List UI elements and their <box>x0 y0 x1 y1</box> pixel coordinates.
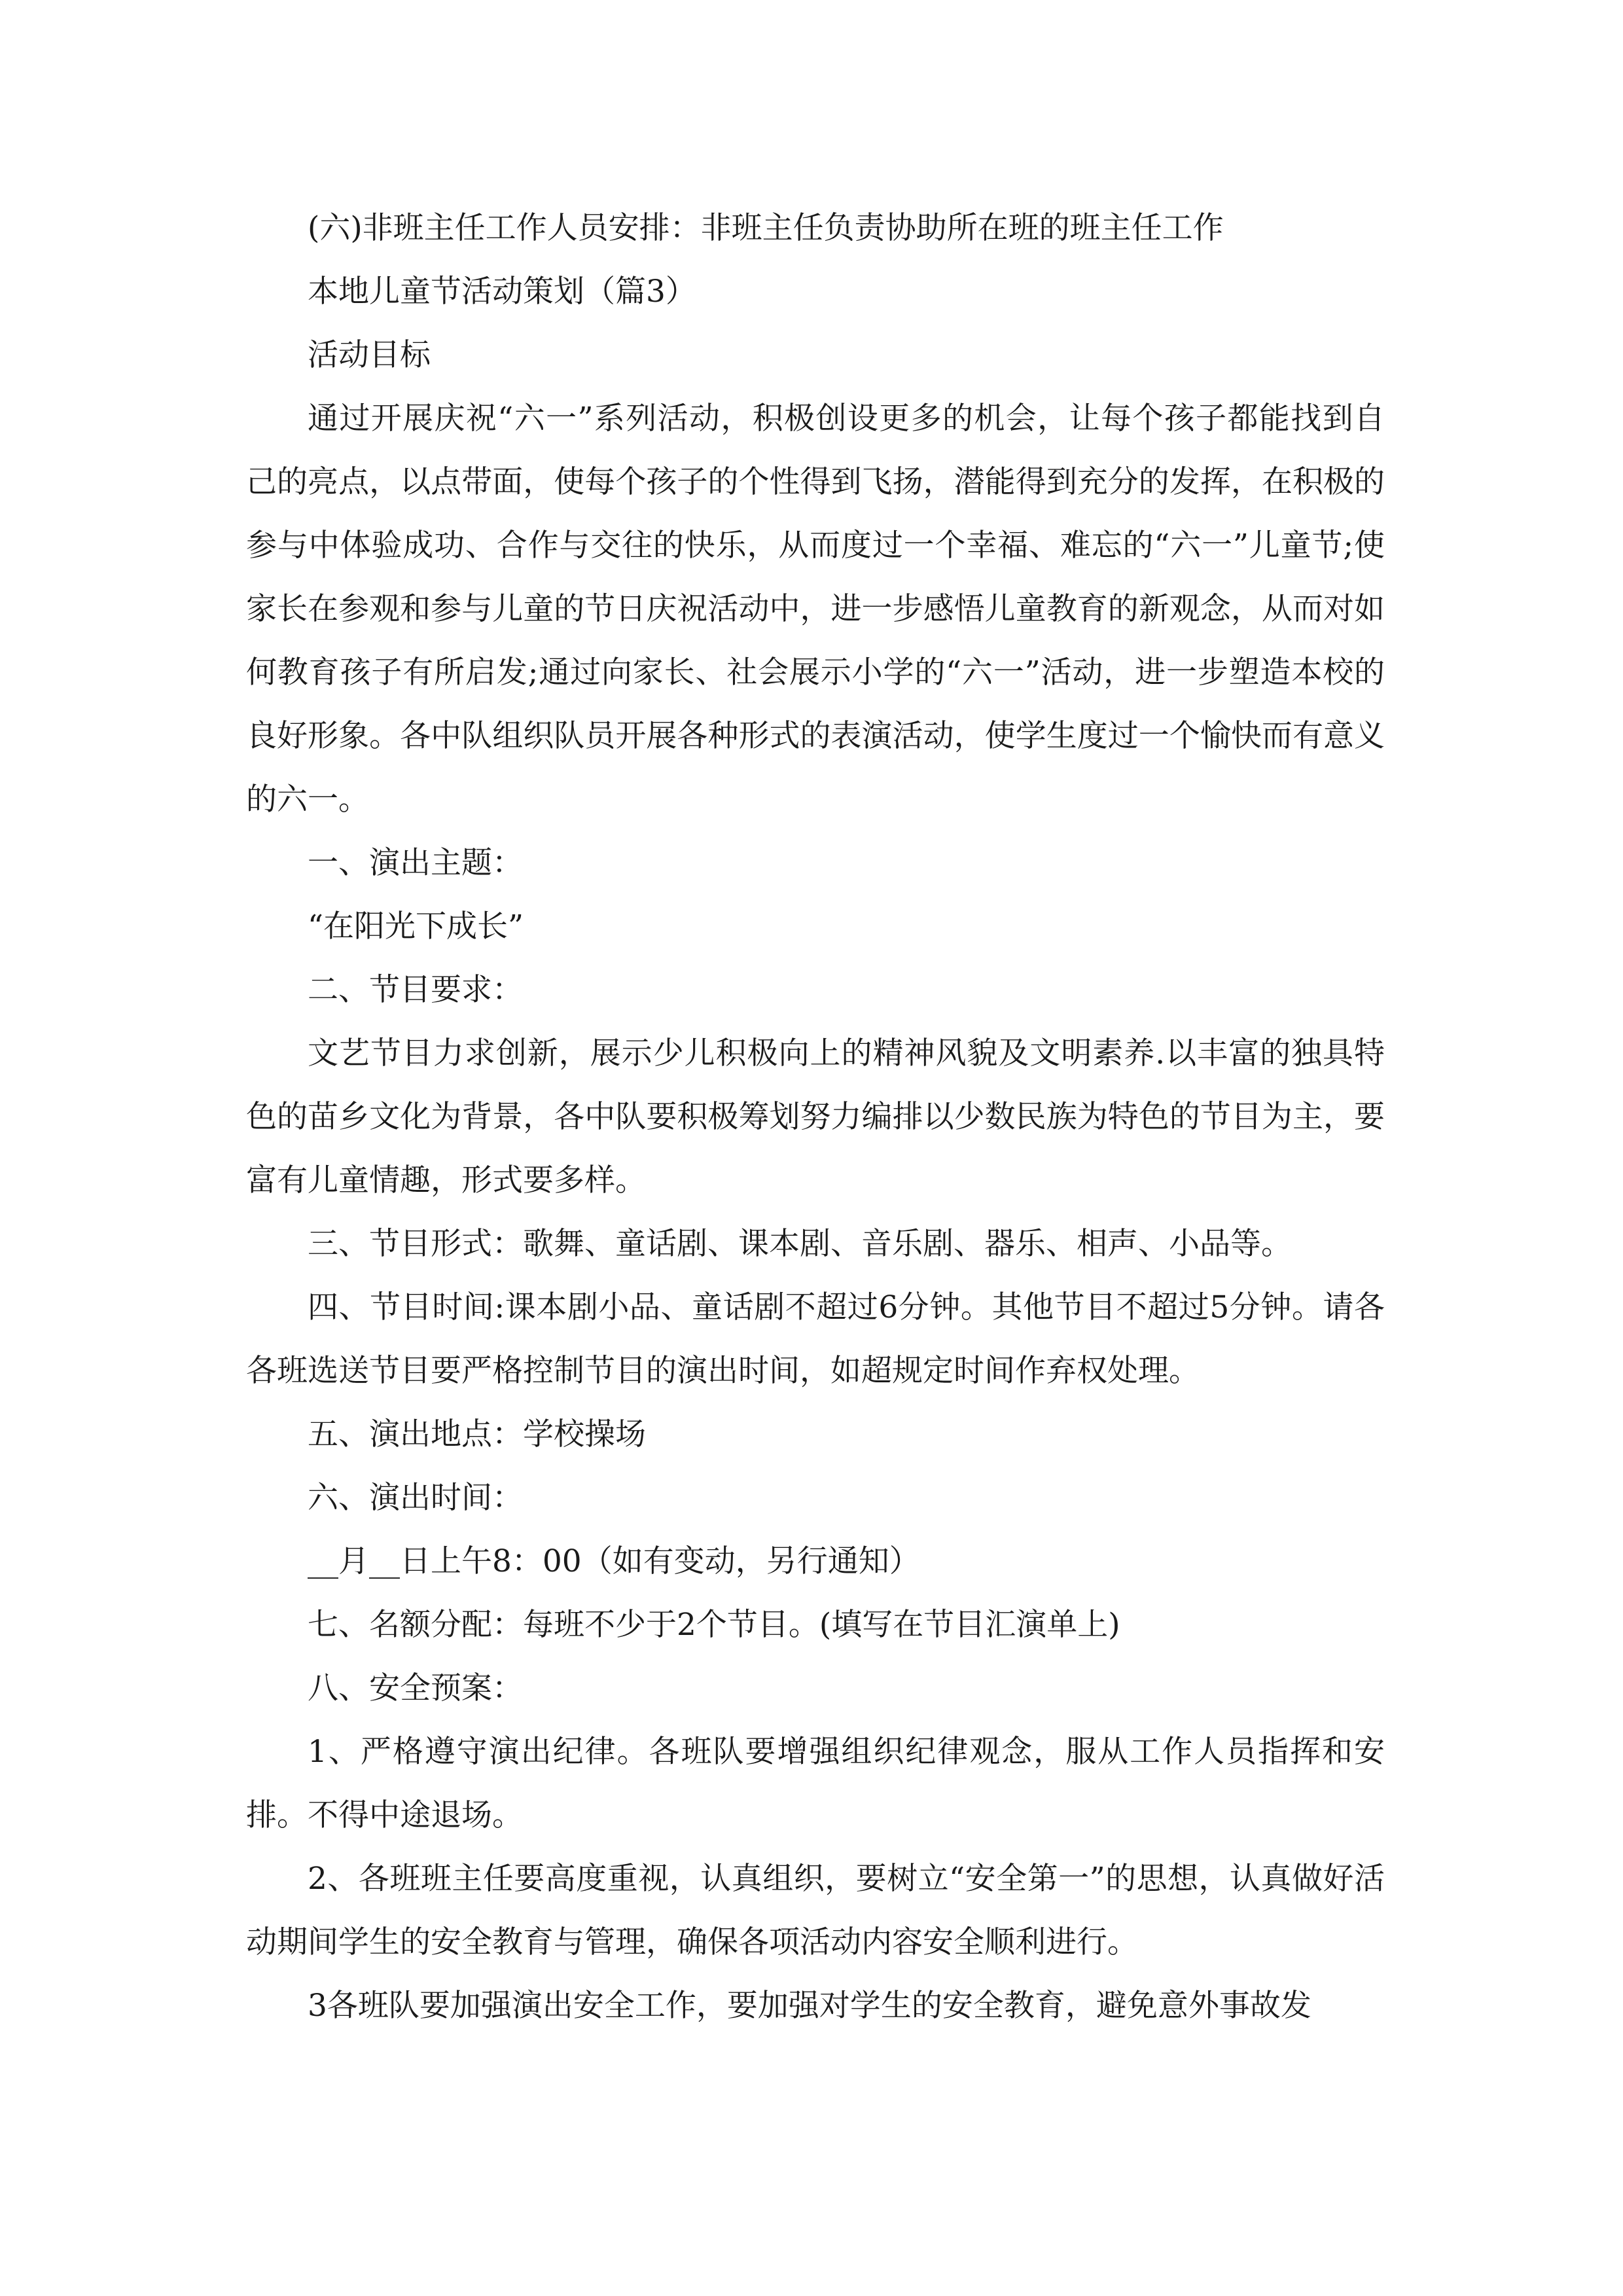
paragraph-theme: “在阳光下成长” <box>308 908 524 944</box>
heading-theme: 一、演出主题： <box>308 845 523 881</box>
paragraph-program-requirements: 文艺节目力求创新，展示少儿积极向上的精神风貌及文明素养.以丰富的独具特色的苗乡文化为背景，各中队要积极筹划努力编排以少数民族为特色的节目为主，要富有儿童情趣，形式要多样。 <box>246 1035 1385 1198</box>
heading-activity-goal: 活动目标 <box>308 337 431 373</box>
heading-show-time: 六、演出时间： <box>308 1480 523 1516</box>
paragraph-staff-arrangement: (六)非班主任工作人员安排：非班主任负责协助所在班的班主任工作 <box>308 210 1224 246</box>
paragraph-safety-2: 2、各班班主任要高度重视，认真组织，要树立“安全第一”的思想，认真做好活动期间学生的安全教育与管理，确保各项活动内容安全顺利进行。 <box>246 1861 1385 1960</box>
paragraph-program-time: 四、节目时间:课本剧小品、童话剧不超过6分钟。其他节目不超过5分钟。请各各班选送节目要严格控制节目的演出时间，如超规定时间作弃权处理。 <box>246 1289 1385 1389</box>
section-title: 本地儿童节活动策划（篇3） <box>308 274 696 310</box>
heading-safety-plan: 八、安全预案： <box>308 1670 523 1706</box>
paragraph-show-time: __月__日上午8：00（如有变动，另行通知） <box>308 1543 920 1579</box>
heading-program-requirements: 二、节目要求： <box>308 972 523 1008</box>
document-body <box>246 196 1385 2037</box>
paragraph-program-forms: 三、节目形式：歌舞、童话剧、课本剧、音乐剧、器乐、相声、小品等。 <box>308 1226 1292 1262</box>
paragraph-safety-1: 1、严格遵守演出纪律。各班队要增强组织纪律观念，服从工作人员指挥和安排。不得中途退场。 <box>246 1734 1385 1833</box>
paragraph-activity-goal: 通过开展庆祝“六一”系列活动，积极创设更多的机会，让每个孩子都能找到自己的亮点，以点带面，使每个孩子的个性得到飞扬，潜能得到充分的发挥，在积极的参与中体验成功、合作与交往的快乐，从而度过一个幸福、难忘的“六一”儿童节;使家长在参观和参与儿童的节日庆祝活动中，进一步感悟儿童教育的新观念，从而对如何教育孩子有所启发;通过向家长、社会展示小学的“六一”活动，进一步塑造本校的良好形象。各中队组织队员开展各种形式的表演活动，使学生度过一个愉快而有意义的六一。 <box>246 401 1385 817</box>
paragraph-quota: 七、名额分配：每班不少于2个节目。(填写在节目汇演单上) <box>308 1607 1120 1643</box>
paragraph-venue: 五、演出地点：学校操场 <box>308 1416 646 1452</box>
paragraph-safety-3: 3各班队要加强演出安全工作，要加强对学生的安全教育，避免意外事故发 <box>308 1988 1311 2024</box>
